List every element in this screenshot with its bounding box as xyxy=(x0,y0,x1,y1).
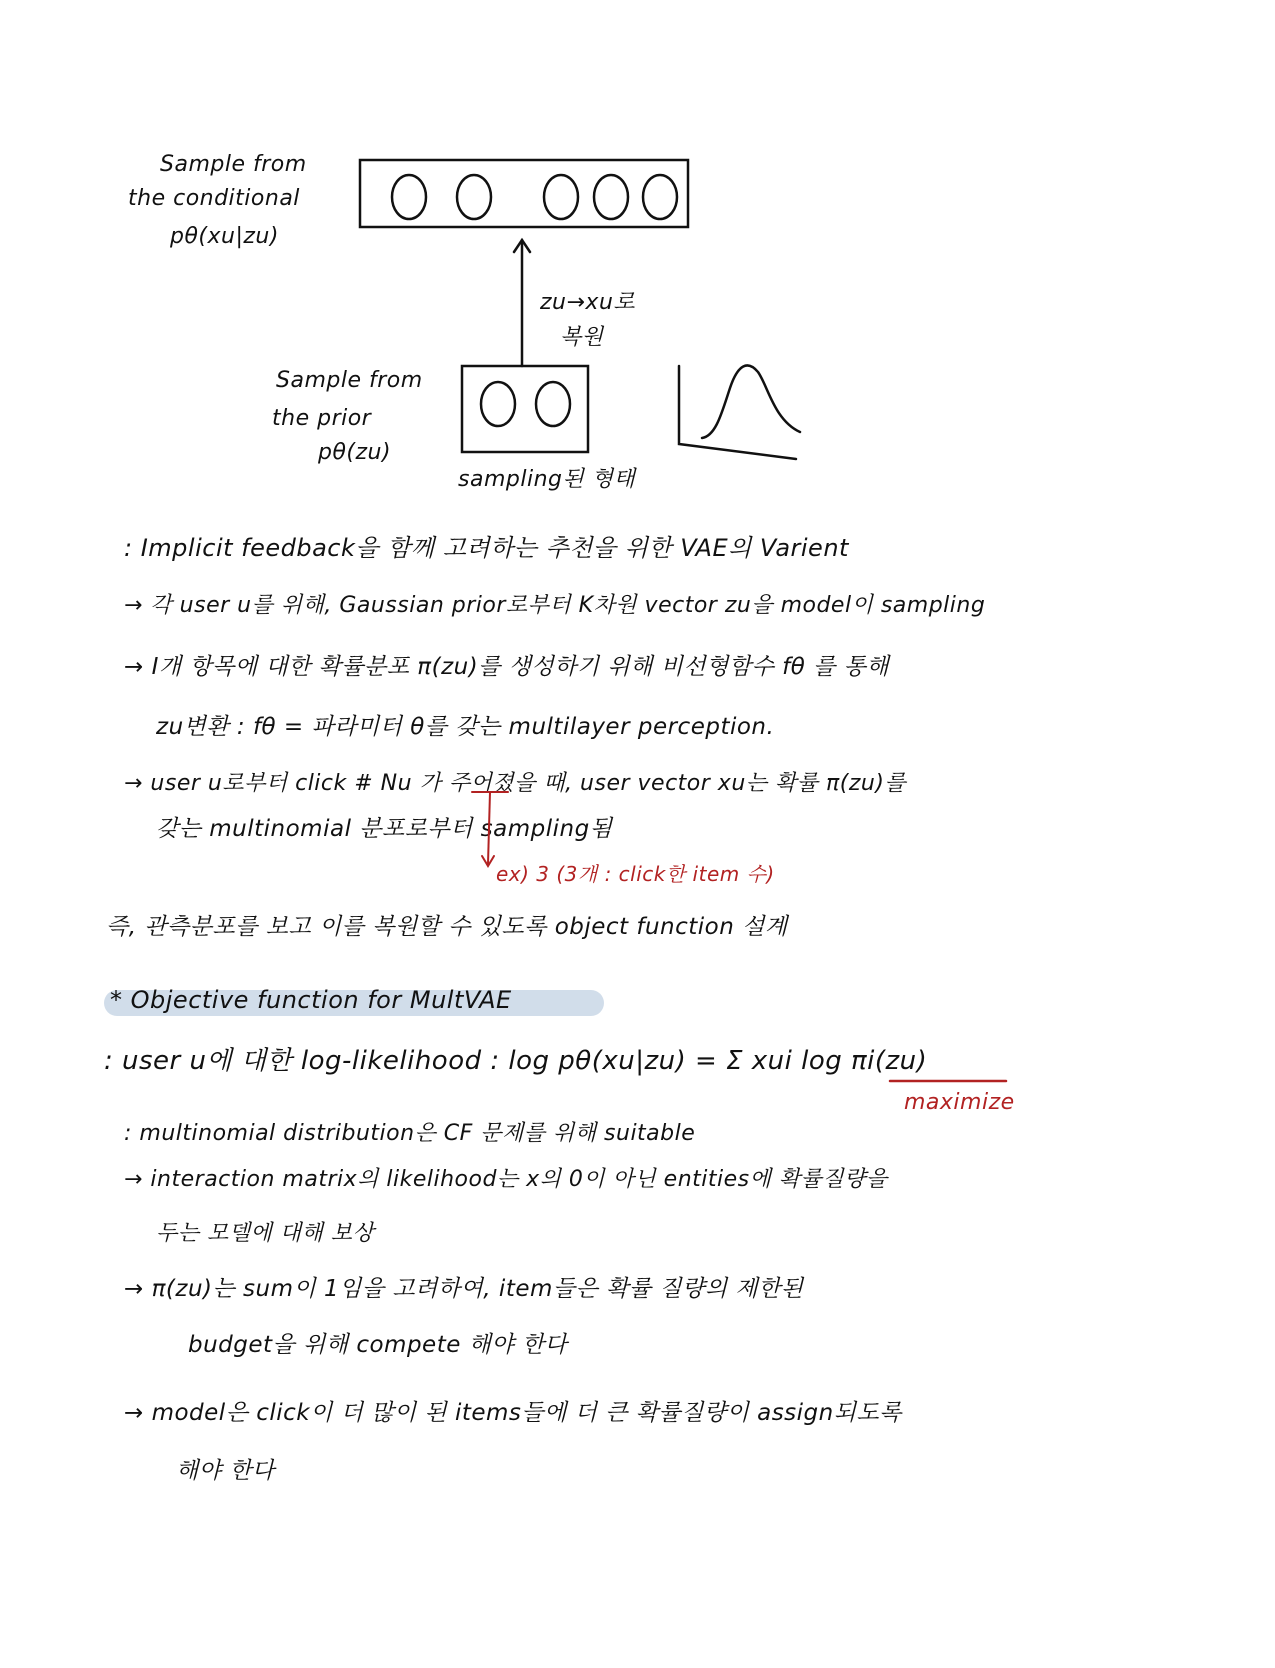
prior-label-line2: the prior xyxy=(272,406,372,431)
latent-node-icon xyxy=(536,382,570,426)
output-node-icon xyxy=(392,175,426,219)
note-line-4: zu변환 : fθ = 파라미터 θ를 갖는 multilayer perception. xyxy=(156,714,775,740)
output-node-icon xyxy=(594,175,628,219)
note-line-9: : multinomial distribution은 CF 문제를 위해 suitable xyxy=(124,1121,696,1146)
note-line-3: → I개 항목에 대한 확률분포 π(zu)를 생성하기 위해 비선형함수 fθ 를 통해 xyxy=(124,654,890,680)
maximize-label: maximize xyxy=(904,1090,1015,1115)
top-label-line3: pθ(xu|zu) xyxy=(170,224,279,249)
top-label-line2: the conditional xyxy=(128,186,300,211)
note-line-8: : user u에 대한 log-likelihood : log pθ(xu|zu) = Σ xui log πi(zu) xyxy=(104,1046,928,1076)
gaussian-curve-icon xyxy=(702,365,800,438)
output-node-icon xyxy=(544,175,578,219)
note-line-1: : Implicit feedback을 함께 고려하는 추천을 위한 VAE의 Varient xyxy=(124,534,849,562)
note-line-13: budget을 위해 compete 해야 한다 xyxy=(188,1332,568,1358)
note-line-12: → π(zu)는 sum이 1임을 고려하여, item들은 확률 질량의 제한된 xyxy=(124,1276,804,1302)
arrow-label-line1: zu→xu로 xyxy=(540,290,636,315)
output-node-icon xyxy=(457,175,491,219)
arrow-label-line2: 복원 xyxy=(560,325,604,350)
top-label-line1: Sample from xyxy=(160,152,307,177)
annotation-example: ex) 3 (3개 : click한 item 수) xyxy=(496,862,775,886)
latent-node-icon xyxy=(481,382,515,426)
note-line-15: 해야 한다 xyxy=(176,1458,275,1484)
note-line-14: → model은 click이 더 많이 된 items들에 더 큰 확률질량이 assign되도록 xyxy=(124,1400,902,1426)
note-line-5: → user u로부터 click # Nu 가 주어졌을 때, user vector xu는 확률 π(zu)를 xyxy=(124,771,907,796)
sampling-caption: sampling된 형태 xyxy=(458,467,636,492)
note-line-7: 즉, 관측분포를 보고 이를 복원할 수 있도록 object function 설계 xyxy=(106,914,788,940)
vae-diagram xyxy=(0,0,1275,520)
maximize-underline xyxy=(888,1078,1008,1084)
prior-label-line3: pθ(zu) xyxy=(318,440,392,465)
output-layer-box xyxy=(360,160,688,227)
note-line-10: → interaction matrix의 likelihood는 x의 0이 아닌 entities에 확률질량을 xyxy=(124,1167,888,1192)
prior-label-line1: Sample from xyxy=(276,368,423,393)
note-line-6: 갖는 multinomial 분포로부터 sampling됨 xyxy=(156,816,613,842)
objective-heading: * Objective function for MultVAE xyxy=(110,986,512,1014)
note-line-2: → 각 user u를 위해, Gaussian prior로부터 K차원 vector zu을 model이 sampling xyxy=(124,593,986,618)
note-line-11: 두는 모델에 대해 보상 xyxy=(156,1221,375,1246)
output-node-icon xyxy=(643,175,677,219)
